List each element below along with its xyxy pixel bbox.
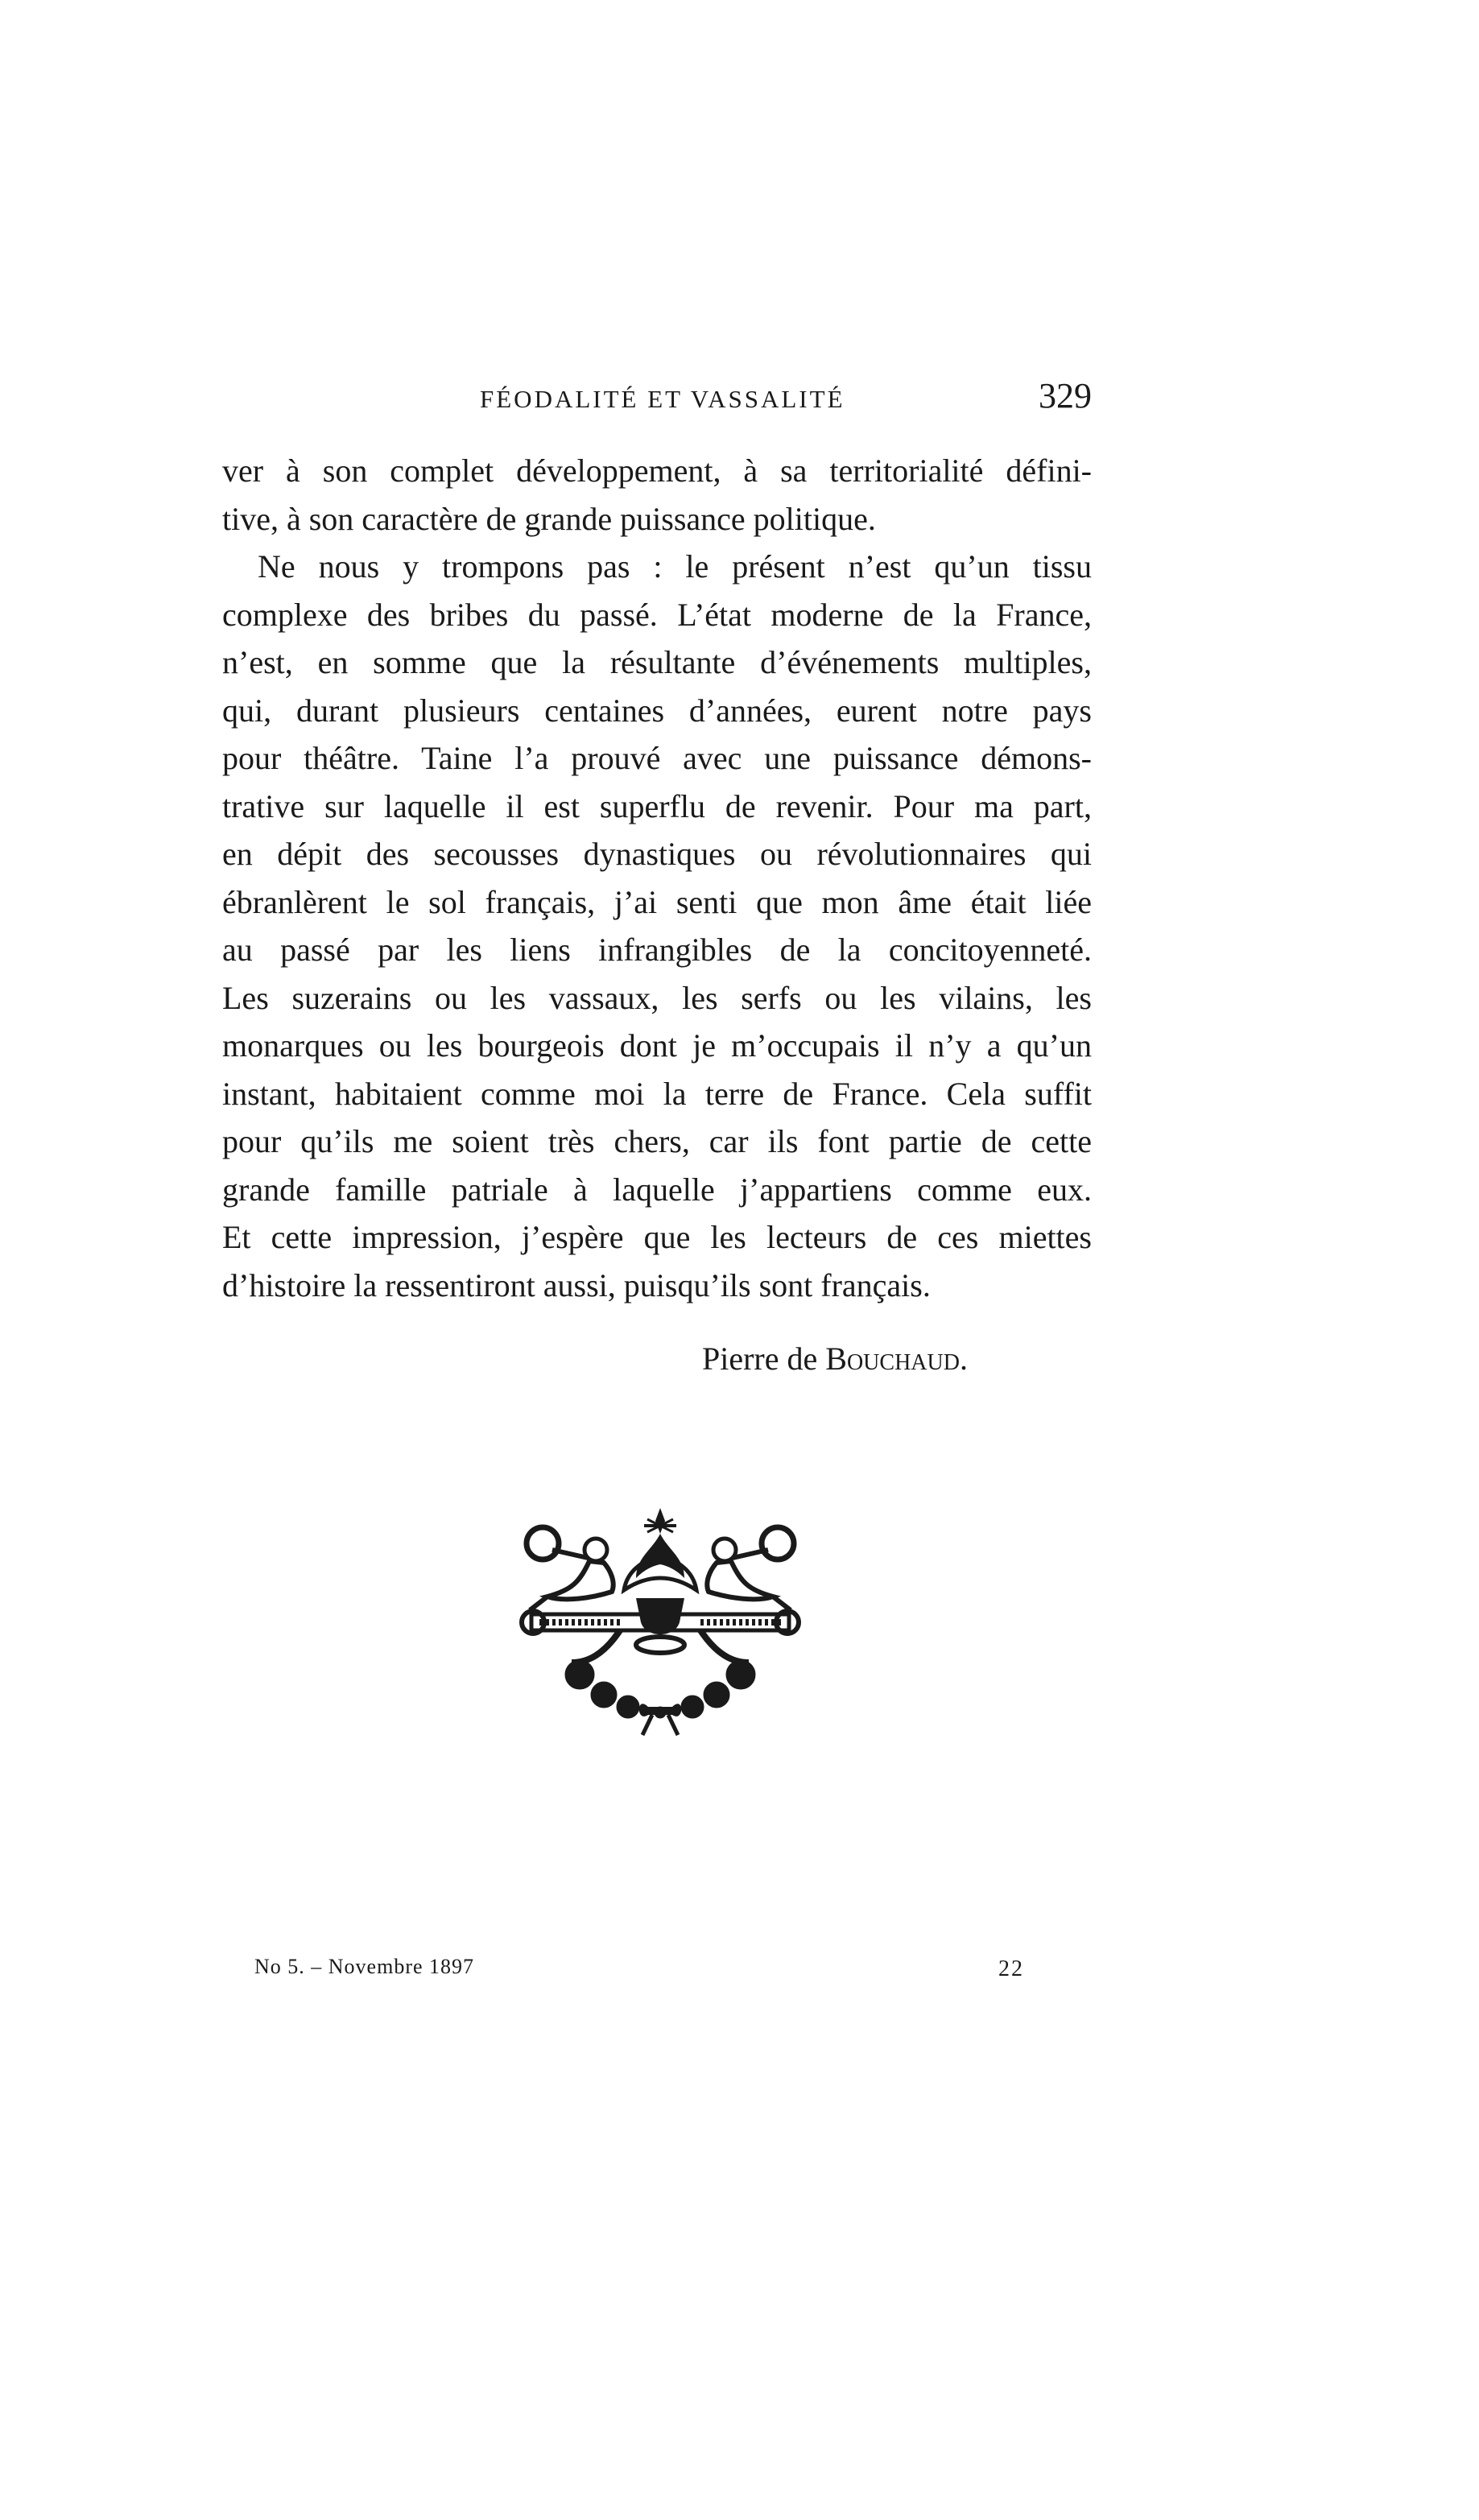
text-line: en dépit des secousses dynastiques ou révolutionnaires qui (222, 836, 1092, 872)
signature-surname: Bouchaud (825, 1341, 960, 1377)
text-line: d’histoire la ressentiront aussi, puisqu’ils sont français. (222, 1266, 931, 1303)
text-line: complexe des bribes du passé. L’état moderne de la France, (222, 596, 1092, 633)
text-line: tive, à son caractère de grande puissance politique. (222, 500, 876, 537)
text-line: pour qu’ils me soient très chers, car ils font partie de cette (222, 1123, 1092, 1159)
signature-end: . (959, 1341, 968, 1377)
text-line: Ne nous y trompons pas : le présent n’est qu’un tissu (258, 548, 1092, 585)
text-line: Et cette impression, j’espère que les lecteurs de ces miettes (222, 1219, 1092, 1255)
issue-line: No 5. – Novembre 1897 (254, 1955, 475, 1978)
running-header (222, 375, 1092, 423)
text-line: instant, habitaient comme moi la terre de France. Cela suffit (222, 1075, 1092, 1112)
text-line: grande famille patriale à laquelle j’appartiens comme eux. (222, 1171, 1092, 1208)
author-signature (702, 1340, 968, 1378)
printers-ornament-icon (515, 1502, 805, 1743)
text-line: pour théâtre. Taine l’a prouvé avec une puissance démons- (222, 740, 1092, 776)
text-line: monarques ou les bourgeois dont je m’occupais il n’y a qu’un (222, 1027, 1092, 1064)
signature-first: Pierre de (702, 1341, 826, 1377)
signature-mark: 22 (998, 1956, 1024, 1981)
text-line: n’est, en somme que la résultante d’événements multiples, (222, 644, 1092, 680)
text-line: trative sur laquelle il est superflu de revenir. Pour ma part, (222, 787, 1092, 824)
text-line: ver à son complet développement, à sa territorialité défini- (222, 452, 1092, 489)
body-text (222, 447, 1092, 1309)
page-number: 329 (1039, 376, 1092, 415)
text-line: qui, durant plusieurs centaines d’années, eurent notre pays (222, 692, 1092, 729)
running-title: FÉODALITÉ ET VASSALITÉ (480, 385, 845, 413)
text-line: au passé par les liens infrangibles de la concitoyenneté. (222, 932, 1092, 968)
text-line: Les suzerains ou les vassaux, les serfs ou les vilains, les (222, 979, 1092, 1016)
text-line: ébranlèrent le sol français, j’ai senti que mon âme était liée (222, 883, 1092, 920)
